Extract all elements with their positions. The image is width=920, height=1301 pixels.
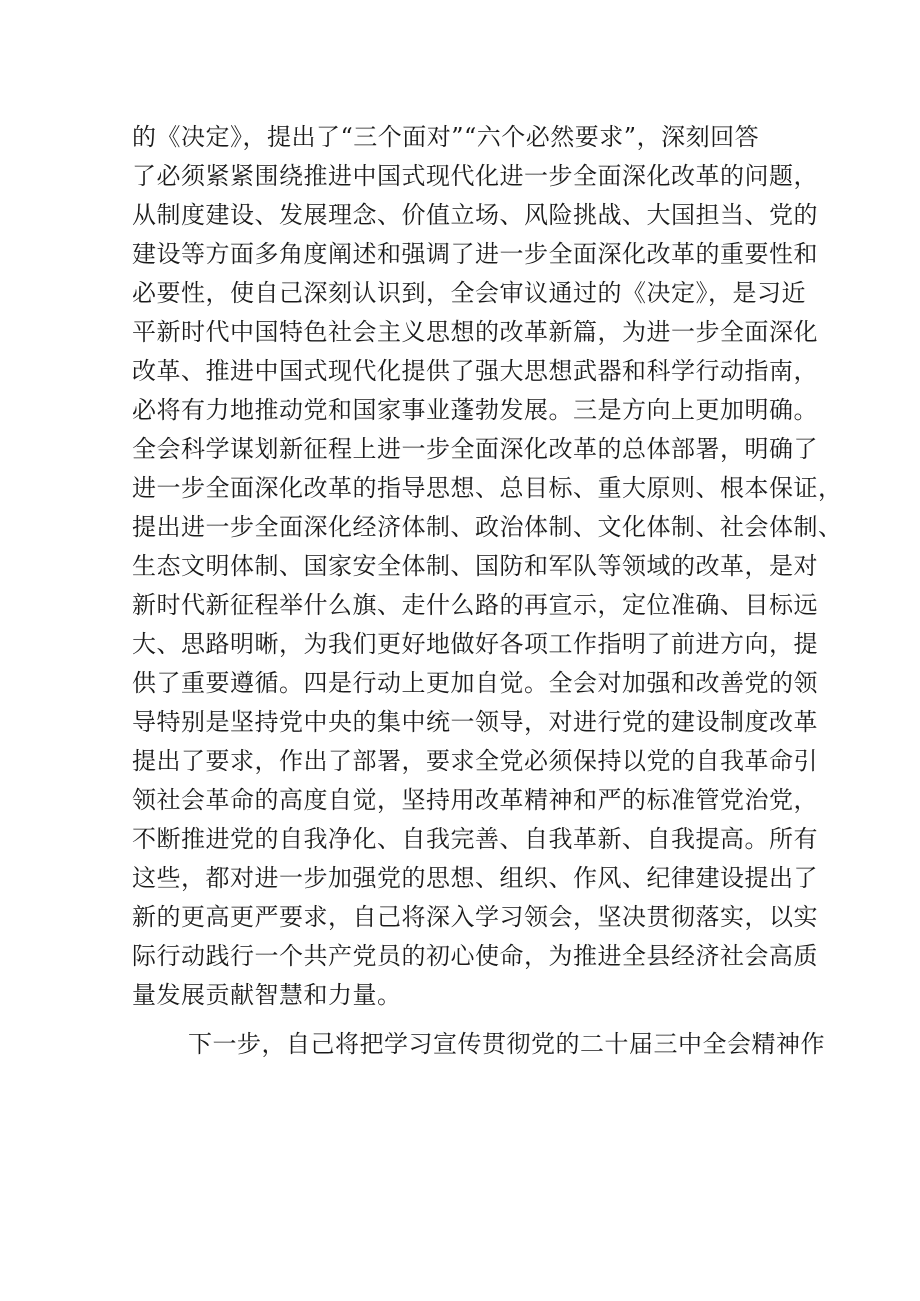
text-line: 大、思路明晰，为我们更好地做好各项工作指明了前进方向，提: [132, 630, 818, 658]
text-line: 改革、推进中国式现代化提供了强大思想武器和科学行动指南，: [132, 357, 818, 385]
text-line: 提出了要求，作出了部署，要求全党必须保持以党的自我革命引: [132, 747, 818, 775]
text-line: 了必须紧紧围绕推进中国式现代化进一步全面深化改革的问题，: [132, 162, 818, 190]
text-line: 的《决定》，提出了“三个面对”“六个必然要求”，深刻回答: [132, 123, 760, 151]
text-line: 必将有力地推动党和国家事业蓬勃发展。三是方向上更加明确。: [132, 396, 818, 424]
text-line: 量发展贡献智慧和力量。: [132, 981, 402, 1009]
text-line: 供了重要遵循。四是行动上更加自觉。全会对加强和改善党的领: [132, 669, 818, 697]
text-line: 提出进一步全面深化经济体制、政治体制、文化体制、社会体制、: [132, 513, 843, 541]
paragraph-2: [132, 1025, 825, 1064]
text-line: 下一步，自己将把学习宣传贯彻党的二十届三中全会精神作: [188, 1030, 825, 1058]
text-line: 生态文明体制、国家安全体制、国防和军队等领域的改革，是对: [132, 552, 818, 580]
text-line: 际行动践行一个共产党员的初心使命，为推进全县经济社会高质: [132, 942, 818, 970]
text-line: 领社会革命的高度自觉，坚持用改革精神和严的标准管党治党，: [132, 786, 818, 814]
document-body: [132, 118, 843, 1064]
paragraph-1: [132, 118, 843, 1015]
text-line: 不断推进党的自我净化、自我完善、自我革新、自我提高。所有: [132, 825, 818, 853]
text-line: 新的更高更严要求，自己将深入学习领会，坚决贯彻落实，以实: [132, 903, 818, 931]
text-line: 进一步全面深化改革的指导思想、总目标、重大原则、根本保证，: [132, 474, 843, 502]
text-line: 新时代新征程举什么旗、走什么路的再宣示，定位准确、目标远: [132, 591, 818, 619]
text-line: 全会科学谋划新征程上进一步全面深化改革的总体部署，明确了: [132, 435, 818, 463]
text-line: 这些，都对进一步加强党的思想、组织、作风、纪律建设提出了: [132, 864, 818, 892]
text-line: 平新时代中国特色社会主义思想的改革新篇，为进一步全面深化: [132, 318, 818, 346]
text-line: 导特别是坚持党中央的集中统一领导，对进行党的建设制度改革: [132, 708, 818, 736]
text-line: 建设等方面多角度阐述和强调了进一步全面深化改革的重要性和: [132, 240, 818, 268]
text-line: 从制度建设、发展理念、价值立场、风险挑战、大国担当、党的: [132, 201, 818, 229]
text-line: 必要性，使自己深刻认识到，全会审议通过的《决定》，是习近: [132, 279, 806, 307]
